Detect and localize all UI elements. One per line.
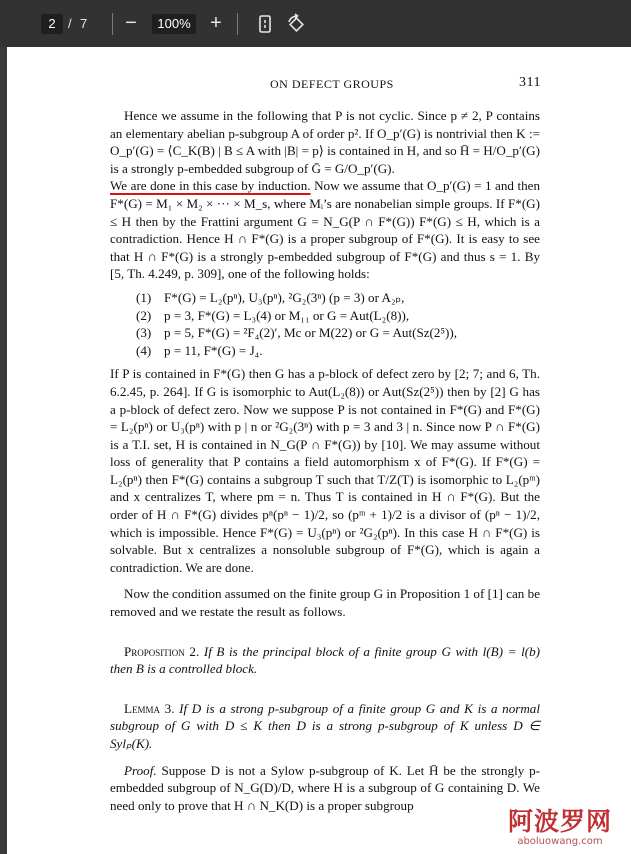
site-watermark — [500, 808, 620, 848]
zoom-level-input[interactable]: 100% — [152, 14, 196, 34]
page-header — [7, 75, 631, 95]
proof-label: Proof. — [124, 762, 157, 778]
zoom-out-button[interactable]: − — [125, 12, 137, 34]
proposition-text: If B is the principal block of a finite group G with l(B) = l(b) then B is a controlled block. — [110, 643, 540, 677]
paragraph-2: If P is contained in F*(G) then G has a p-block of defect zero by [2; 7; and 6, Th. 6.2.45, p. 264]. If G is isomorphic to Aut(L₂(8)) or Aut(Sz(2⁵)) then by [2] G has a p-block of defect zero. Now we suppose P is not contained in F*(G) and F*(G) = L₂(pⁿ) or U₃(pⁿ) with p | n or ²G₂(3ⁿ) with p = 3 and 3 | n. Since now P ∩ F*(G) is a T.I. set, H is contained in N_G(P ∩ F*(G)) by [10]. We may assume without loss of generality that P contains a field automorphism x of F*(G). If F*(G) = L₂(pⁿ) then F*(G) contains a subgroup T such that T/Z(T) is isomorphic to L₂(pᵐ) and x centralizes T, where pm = n. Thus T is contained in H ∩ F*(G). But the order of H ∩ F*(G) divides pⁿ(pⁿ − 1)/2, so (pᵐ + 1)/2 is a divisor of (pⁿ − 1)/2, which is impossible. Hence F*(G) = U₃(pⁿ) or ²G₂(pⁿ). In this case H ∩ F*(G) is solvable. But x centralizes a nonsoluble subgroup of F*(G), which is again a contradiction. We are done. — [110, 366, 540, 575]
lemma-3 — [110, 700, 540, 753]
proposition-2 — [110, 643, 540, 678]
paragraph-1: Hence we assume in the following that P is not cyclic. Since p ≠ 2, P contains an elementary abelian p-subgroup A of order p². If O_p′(G) is nontrivial then K := O_p′(G) = ⟨C_K(B) | B ≤ A with |B| = p⟩ is contained in H, and so H̄ = H/O_p′(G) is a strongly p-embedded subgroup of Ḡ = G/O_p′(G). We are done in this case by induction. Now we assume that O_p′(G) = 1 and then F*(G) = M₁ × M₂ × ··· × M_s, where Mᵢ’s are nonabelian simple groups. If F*(G) ≤ H then by the Frattini argument G = N_G(P ∩ F*(G)) F*(G) ≤ H, which is a contradiction. Hence H ∩ F*(G) is a proper subgroup of F*(G). It is easy to see that H ∩ F*(G) is a strongly p-embedded subgroup of F*(G) and thus s = 1. By [5, Th. 4.249, p. 309], one of the following holds: — [110, 108, 540, 282]
running-title: ON DEFECT GROUPS — [270, 77, 394, 91]
fit-page-icon[interactable] — [254, 13, 276, 35]
watermark-logo-text: 阿波罗网 — [507, 807, 612, 836]
proof-text: Suppose D is not a Sylow p-subgroup of K. Let H̄ be the strongly p-embedded subgroup of N_G(D)/D, where H is a subgroup of G containing D. We need only to prove that H ∩ N_K(D) is a proper subgroup — [110, 762, 540, 813]
total-pages: 7 — [80, 16, 88, 31]
pdf-toolbar — [0, 0, 631, 47]
current-page-input[interactable]: 2 — [41, 14, 63, 34]
cases-list — [136, 289, 540, 359]
page-number: 311 — [519, 75, 541, 90]
highlighted-sentence: We are done in this case by induction. — [110, 178, 311, 194]
rotate-icon[interactable] — [285, 13, 307, 35]
page-body — [110, 107, 540, 814]
list-item: (2) p = 3, F*(G) = L₃(4) or M₁₁ or G = Aut(L₂(8)), — [136, 307, 410, 323]
list-item: (1) F*(G) = L₂(pⁿ), U₃(pⁿ), ²G₂(3ⁿ) (p = 3) or A₂ₚ, — [136, 289, 405, 305]
proof — [110, 762, 540, 815]
list-item: (3) p = 5, F*(G) = ²F₄(2)′, Mc or M(22) or G = Aut(Sz(2⁵)), — [136, 325, 458, 341]
proposition-label: Proposition 2. — [124, 643, 200, 659]
page-separator: / — [68, 16, 72, 31]
paragraph-3: Now the condition assumed on the finite group G in Proposition 1 of [1] can be removed and we restate the result as follows. — [110, 586, 540, 620]
lemma-label: Lemma 3. — [124, 700, 175, 716]
zoom-in-button[interactable]: + — [210, 12, 222, 34]
lemma-text: If D is a strong p-subgroup of a finite group G and K is a normal subgroup of G with D ≤ K then D is a strong p-subgroup of K unless D ∈ Sylₚ(K). — [110, 700, 540, 751]
pdf-page — [7, 47, 631, 854]
watermark-url: aboluowang.com — [517, 836, 603, 847]
toolbar-divider — [237, 13, 238, 35]
list-item: (4) p = 11, F*(G) = J₄. — [136, 342, 263, 358]
toolbar-divider — [112, 13, 113, 35]
